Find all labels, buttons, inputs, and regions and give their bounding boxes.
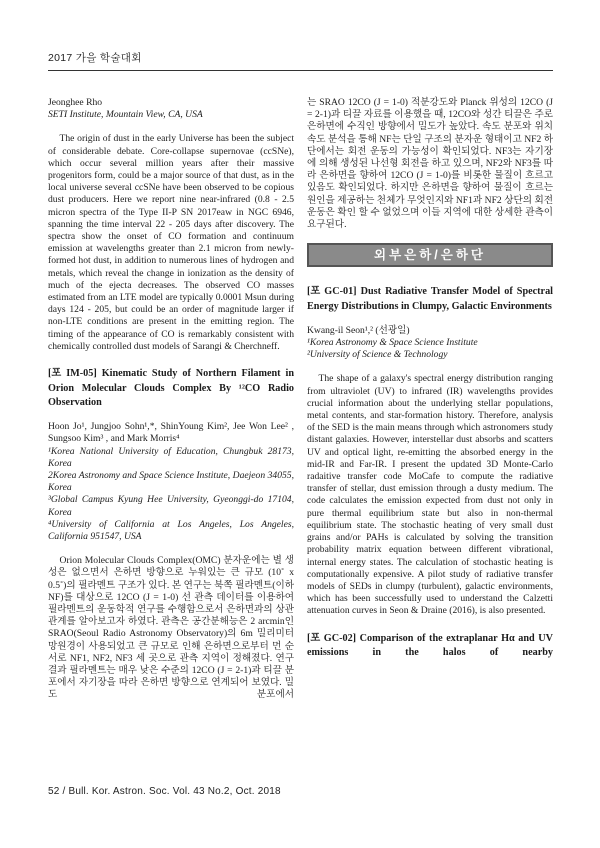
conference-title: 2017 가을 학술대회 xyxy=(48,52,142,64)
author-affiliation: SETI Institute, Mountain View, CA, USA xyxy=(48,109,203,121)
authors-im05: Hoon Jo¹, Jungjoo Sohn¹,*, ShinYoung Kim², Jee Won Lee² , Sungsoo Kim³ , and Mark Morris⁴ xyxy=(48,421,294,445)
abstract-sn2017eaw: The origin of dust in the early Universe has been the subject of considerable debate. Core-collapse supernovae (ccSNe), which occur several million years after their massive progenitors form, could be a major source of that dust, as in the local universe several ccSNe have been observed to be copious dust producers. Here we report nine near-infrared (0.8 - 2.5 micron spectra of the Type II-P SN 2017eaw in NGC 6946, spanning the time interval 22 - 205 days after discovery. The spectra show the onset of CO formation and continuum emission at wavelengths greater than 2.1 micron from newly-formed hot dust, in addition to numerous lines of hydrogen and metals, which reveal the change in ionization as the density of much of the ejecta decreases. The observed CO masses estimated from an LTE model are typically 0.0001 Msun during days 124 - 205, but could be an order of magnitude larger if non-LTE conditions are present in the emitting region. The timing of the appearance of CO is remarkably consistent with chemically controlled dust models of Sarangi & Cherchneff. xyxy=(48,133,294,352)
authors-gc01: Kwang-il Seon¹,² (선광일) xyxy=(307,324,410,336)
affiliations-im05 xyxy=(48,446,294,544)
affiliation-line: 2Korea Astronomy and Space Science Institute, Daejeon 34055, Korea xyxy=(48,469,294,494)
page-header xyxy=(48,50,553,71)
right-column xyxy=(307,97,553,702)
affiliation-line: ³Global Campus Kyung Hee University, Gyeonggi-do 17104, Korea xyxy=(48,494,294,518)
affiliation-line: ¹Korea Astronomy & Space Science Institute xyxy=(307,337,478,349)
page-footer xyxy=(48,786,281,797)
section-heading-im05: [포 IM-05] Kinematic Study of Northern Filament in Orion Molecular Clouds Complex By ¹²CO Radio Observation xyxy=(48,368,294,409)
author-block-sn2017eaw xyxy=(48,97,294,121)
section-heading-gc02: [포 GC-02] Comparison of the extraplanar Hα and UV emissions in the halos of nearby xyxy=(307,632,553,659)
affiliations-gc01 xyxy=(307,337,553,361)
affiliation-line: ¹Korea National University of Education, Chungbuk 28173, Korea xyxy=(48,445,294,469)
left-column xyxy=(48,97,294,702)
author-name: Jeonghee Rho xyxy=(48,97,103,108)
affiliation-line: ²University of Science & Technology xyxy=(307,349,448,361)
session-banner-extragalactic: 외부은하/은하단 xyxy=(307,243,553,267)
abstract-im05-continuation: 는 SRAO 12CO (J = 1-0) 적분강도와 Planck 위성의 12CO (J = 2-1)과 티끌 자료를 이용했을 때, 12CO와 성간 티끌은 주로 은하면에 수직인 방향에서 밀도가 높았다. 속도 분포와 위치 속도 분석을 통해 NF는 단일 구조의 분자운 형태이고 NF2 하단에서는 회전 운동의 가능성이 확인되었다. NF3는 자기장에 의해 생성된 나선형 회전을 하고 있으며, NF2와 NF3를 따라 은하면을 향하여 12CO (J = 1-0)를 비롯한 물질이 흐르고 있음도 확인되었다. 하지만 은하면을 향하여 물질이 흐르는 원인을 제공하는 천체가 무엇인지와 NF1과 NF2 상단의 회전 운동은 확인 할 수 없었으며 이들 지역에 대한 상세한 관측이 요구된다. xyxy=(307,97,553,231)
page-number-and-journal: 52 / Bull. Kor. Astron. Soc. Vol. 43 No.2, Oct. 2018 xyxy=(48,786,281,797)
two-column-body xyxy=(48,97,553,702)
affiliation-line: ⁴University of California at Los Angeles, Los Angeles, California 951547, USA xyxy=(48,518,294,542)
abstract-im05-korean: Orion Molecular Clouds Complex(OMC) 분자운에는 별 생성은 없으면서 은하면 방향으로 누워있는 큰 규모 (10˚ x 0.5˚)의 필라멘트 구조가 있다. 본 연구는 북쪽 필라멘트(이하 NF)를 대상으로 12CO (J = 1-0) 선 관측 데이터를 이용하여 필라멘트의 운동학적 연구를 수행함으로서 은하면과의 상관관계를 알아보고자 하였다. 관측은 공간분해능은 2 arcmin인 SRAO(Seoul Radio Astronomy Observatory)의 6m 밀리미터 망원경이 사용되었고 큰 규모로 인해 은하면으로부터 먼 순서로 NF1, NF2, NF3 세 곳으로 관측 지역이 정해졌다. 연구결과 필라멘트는 매우 낮은 수준의 12CO (J = 2-1)과 티끌 분포에서 자기장을 따라 은하면 방향으로 연계되어 보였다. 밀도 분포에서 xyxy=(48,555,294,701)
section-heading-gc01: [포 GC-01] Dust Radiative Transfer Model of Spectral Energy Distributions in Clumpy, Galactic Environments xyxy=(307,286,553,313)
abstract-gc01: The shape of a galaxy's spectral energy distribution ranging from ultraviolet (UV) to infrared (IR) wavelengths provides crucial information about the underlying stellar populations, metal contents, and star-formation history. Therefore, analysis of the SED is the main means through which astronomers study distant galaxies. However, interstellar dust absorbs and scatters UV and optical light, re-emitting the absorbed energy in the mid-IR and Far-IR. I present the updated 3D Monte-Carlo radaitive transfer code MoCafe to compute the radiative transfer of stellar, dust emission through a dusty medium. The code calculates the emission expected from dust not only in pure thermal equilibrium state but also in non-thermal equilibrium state. The stochastic heating of very small dust grains and/or PAHs is calculated by solving the transition probability matrix equation between different vibrational, internal energy states. The calculation of stochastic heating is computationally expensive. A pilot study of radiative transfer models of SEDs in clumpy (turbulent), galactic environments, which has been successfully used to understand the Calzetti attenuation curves in Seon & Draine (2016), is also presented. xyxy=(307,373,553,617)
